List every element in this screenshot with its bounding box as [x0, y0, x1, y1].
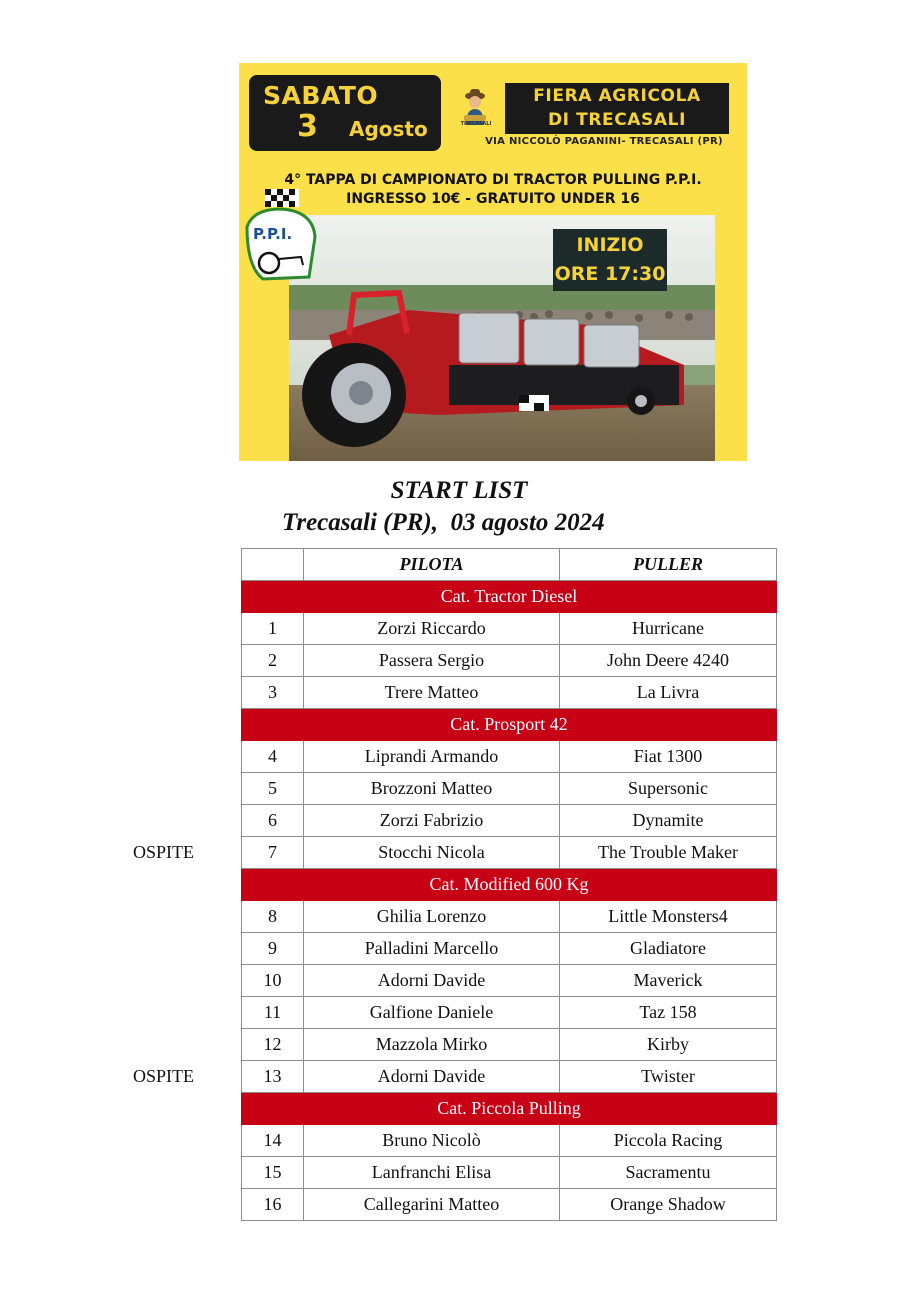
- cell-num: 16: [242, 1189, 304, 1221]
- cell-num: 3: [242, 677, 304, 709]
- cell-puller: Supersonic: [560, 773, 777, 805]
- cell-num: 13: [242, 1061, 304, 1093]
- cell-puller: The Trouble Maker: [560, 837, 777, 869]
- cell-puller: Twister: [560, 1061, 777, 1093]
- cell-num: 5: [242, 773, 304, 805]
- cell-pilota: Lanfranchi Elisa: [304, 1157, 560, 1189]
- event-name-box: [505, 83, 729, 134]
- cell-puller: Kirby: [560, 1029, 777, 1061]
- cell-num: 4: [242, 741, 304, 773]
- cell-puller: Fiat 1300: [560, 741, 777, 773]
- table-row: [242, 613, 777, 645]
- cell-puller: Hurricane: [560, 613, 777, 645]
- ospite-note: OSPITE: [133, 842, 195, 862]
- table-row: [242, 1061, 777, 1093]
- table-row: [242, 837, 777, 869]
- category-label: Cat. Tractor Diesel: [242, 581, 777, 613]
- cell-num: 14: [242, 1125, 304, 1157]
- ppi-logo: [243, 187, 319, 283]
- cell-num: 8: [242, 901, 304, 933]
- cell-num: 9: [242, 933, 304, 965]
- cell-pilota: Brozzoni Matteo: [304, 773, 560, 805]
- table-row: [242, 741, 777, 773]
- category-row: [242, 581, 777, 613]
- cell-pilota: Trere Matteo: [304, 677, 560, 709]
- table-row: [242, 677, 777, 709]
- cell-pilota: Adorni Davide: [304, 1061, 560, 1093]
- table-row: [242, 1029, 777, 1061]
- cell-puller: Sacramentu: [560, 1157, 777, 1189]
- start-time: ORE 17:30: [554, 263, 666, 285]
- page-title-text: START LIST: [390, 477, 528, 504]
- event-poster: [239, 63, 747, 461]
- cell-pilota: Liprandi Armando: [304, 741, 560, 773]
- table-row: [242, 773, 777, 805]
- category-row: [242, 1093, 777, 1125]
- page-subtitle: Trecasali (PR), 03 agosto 2024: [282, 509, 605, 536]
- cell-pilota: Zorzi Riccardo: [304, 613, 560, 645]
- table-row: [242, 933, 777, 965]
- cell-num: 10: [242, 965, 304, 997]
- cell-pilota: Ghilia Lorenzo: [304, 901, 560, 933]
- table-row: [242, 1125, 777, 1157]
- page-title: [0, 477, 923, 505]
- cell-pilota: Galfione Daniele: [304, 997, 560, 1029]
- start-time-box: [553, 229, 667, 291]
- cell-pilota: Stocchi Nicola: [304, 837, 560, 869]
- table-row: [242, 901, 777, 933]
- cell-num: 12: [242, 1029, 304, 1061]
- start-list-table: [241, 548, 777, 1221]
- cell-pilota: Palladini Marcello: [304, 933, 560, 965]
- cell-puller: Piccola Racing: [560, 1125, 777, 1157]
- date-day-number: 3: [297, 109, 318, 144]
- cell-num: 1: [242, 613, 304, 645]
- cell-num: 7: [242, 837, 304, 869]
- headline-line1: 4° TAPPA DI CAMPIONATO DI TRACTOR PULLING P.P.I.: [284, 172, 702, 188]
- category-label: Cat. Prosport 42: [242, 709, 777, 741]
- cell-puller: Maverick: [560, 965, 777, 997]
- cell-pilota: Mazzola Mirko: [304, 1029, 560, 1061]
- mascot-label: TRECASALI: [460, 121, 492, 127]
- event-address: VIA NICCOLÒ PAGANINI- TRECASALI (PR): [485, 136, 723, 147]
- cell-puller: La Livra: [560, 677, 777, 709]
- category-row: [242, 709, 777, 741]
- table-row: [242, 805, 777, 837]
- cell-puller: Little Monsters4: [560, 901, 777, 933]
- cell-pilota: Adorni Davide: [304, 965, 560, 997]
- table-header-row: [242, 549, 777, 581]
- date-day-name: SABATO: [263, 81, 379, 110]
- header-puller: PULLER: [560, 549, 777, 581]
- cell-num: 15: [242, 1157, 304, 1189]
- start-label: INIZIO: [576, 234, 644, 256]
- table-row: [242, 645, 777, 677]
- ppi-logo-text: P.P.I.: [253, 225, 293, 243]
- table-row: [242, 965, 777, 997]
- cell-pilota: Passera Sergio: [304, 645, 560, 677]
- cell-num: 2: [242, 645, 304, 677]
- cell-pilota: Zorzi Fabrizio: [304, 805, 560, 837]
- cell-puller: Gladiatore: [560, 933, 777, 965]
- table-row: [242, 1189, 777, 1221]
- ospite-note: OSPITE: [133, 1066, 195, 1086]
- category-label: Cat. Modified 600 Kg: [242, 869, 777, 901]
- table-body: [242, 581, 777, 1221]
- cell-num: 11: [242, 997, 304, 1029]
- event-name-line2: DI TRECASALI: [547, 110, 687, 130]
- cell-puller: Dynamite: [560, 805, 777, 837]
- cell-puller: Taz 158: [560, 997, 777, 1029]
- header-pilota: PILOTA: [304, 549, 560, 581]
- headline-line2: INGRESSO 10€ - GRATUITO UNDER 16: [346, 191, 640, 207]
- event-name-line1: FIERA AGRICOLA: [533, 86, 701, 106]
- date-month: Agosto: [349, 117, 428, 141]
- cell-puller: Orange Shadow: [560, 1189, 777, 1221]
- table-row: [242, 1157, 777, 1189]
- category-row: [242, 869, 777, 901]
- category-label: Cat. Piccola Pulling: [242, 1093, 777, 1125]
- cell-puller: John Deere 4240: [560, 645, 777, 677]
- table-row: [242, 997, 777, 1029]
- header-number: [242, 549, 304, 581]
- date-badge: [249, 75, 441, 151]
- cell-pilota: Bruno Nicolò: [304, 1125, 560, 1157]
- cell-num: 6: [242, 805, 304, 837]
- cell-pilota: Callegarini Matteo: [304, 1189, 560, 1221]
